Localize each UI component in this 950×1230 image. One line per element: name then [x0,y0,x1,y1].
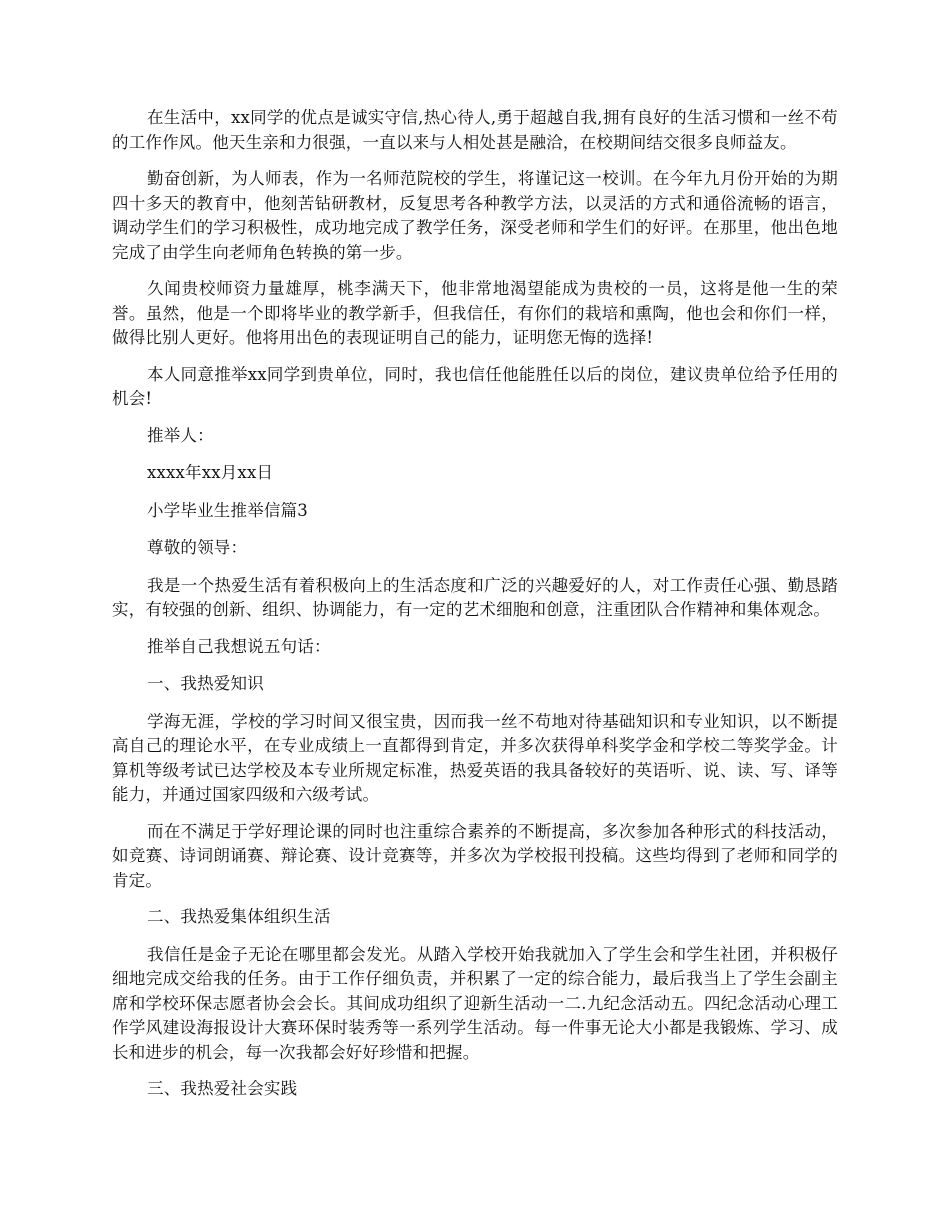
document-body [112,106,838,1115]
salutation: 尊敬的领导： [147,538,248,557]
heading-love-knowledge: 一、我热爱知识 [147,674,264,693]
paragraph-study: 学海无涯，学校的学习时间又很宝贵，因而我一丝不苟地对待基础知识和专业知识，以不断提高自己的理论水平，在专业成绩上一直都得到肯定，并多次获得单科奖学金和学校二等奖学金。计算机等级考试已达学校及本专业所规定标准，热爱英语的我具备较好的英语听、说、读、写、译等能力，并通过国家四级和六级考试。 [112,711,838,804]
section-title: 小学毕业生推举信篇3 [147,500,308,520]
paragraph-teaching-practice: 勤奋创新，为人师表，作为一名师范院校的学生，将谨记这一校训。在今年九月份开始的为期四十多天的教育中，他刻苦钻研教材，反复思考各种教学方法，以灵活的方式和通俗流畅的语言，调动学生们的学习积极性，成功地完成了教学任务，深受老师和学生们的好评。在那里，他出色地完成了由学生向老师角色转换的第一步。 [112,169,838,262]
paragraph-character-strengths: 在生活中，xx同学的优点是诚实守信,热心待人,勇于超越自我,拥有良好的生活习惯和一丝不苟的工作作风。他天生亲和力很强，一直以来与人相处甚是融洽，在校期间结交很多良师益友。 [112,108,838,152]
paragraph-recommendation: 本人同意推举xx同学到贵单位，同时，我也信任他能胜任以后的岗位，建议贵单位给予任用的机会! [112,364,838,408]
paragraph-student-union: 我信任是金子无论在哪里都会发光。从踏入学校开始我就加入了学生会和学生社团，并积极仔细地完成交给我的任务。由于工作仔细负责，并积累了一定的综合能力，最后我当上了学生会副主席和学校环保志愿者协会会长。其间成功组织了迎新生活动一二.九纪念活动五。四纪念活动心理工作学风建设海报设计大赛环保时装秀等一系列学生活动。每一件事无论大小都是我锻炼、学习、成长和进步的机会，每一次我都会好好珍惜和把握。 [112,944,838,1062]
date-line: xxxx年xx月xx日 [147,463,274,482]
paragraph-activities: 而在不满足于学好理论课的同时也注重综合素养的不断提高，多次参加各种形式的科技活动，如竞赛、诗词朗诵赛、辩论赛、设计竞赛等，并多次为学校报刊投稿。这些均得到了老师和同学的肯定。 [112,821,838,890]
recommender-label: 推举人： [147,425,214,445]
paragraph-five-points-intro: 推举自己我想说五句话： [147,636,331,656]
heading-love-social-practice: 三、我热爱社会实践 [147,1079,298,1098]
paragraph-self-introduction: 我是一个热爱生活有着积极向上的生活态度和广泛的兴趣爱好的人，对工作责任心强、勤恳踏实，有较强的创新、组织、协调能力，有一定的艺术细胞和创意，注重团队合作精神和集体观念。 [112,575,838,619]
heading-love-collective: 二、我热爱集体组织生活 [147,907,331,926]
paragraph-aspiration: 久闻贵校师资力量雄厚，桃李满天下，他非常地渴望能成为贵校的一员，这将是他一生的荣誉。虽然，他是一个即将毕业的教学新手，但我信任，有你们的栽培和熏陶，他也会和你们一样，做得比别人更好。他将用出色的表现证明自己的能力，证明您无悔的选择! [112,279,838,347]
